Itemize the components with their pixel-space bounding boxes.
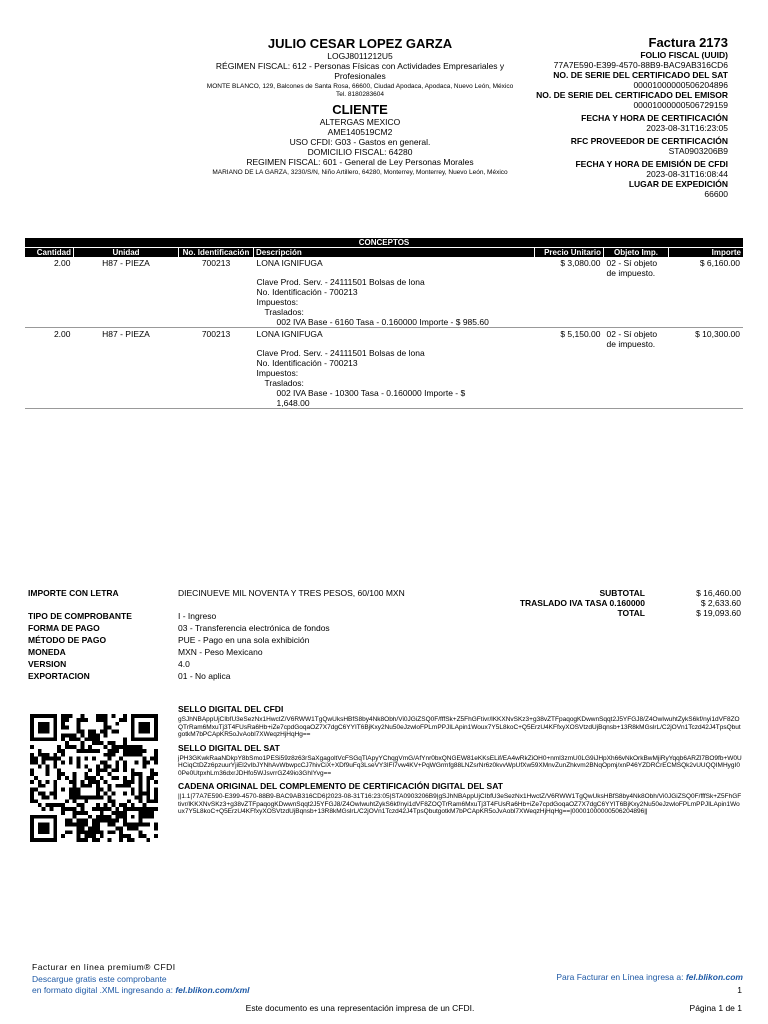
table-row [25,257,743,328]
cfdi-seal-text: gSJhNBAppUjCIbfU3eSezNx1HwctZ/V6RWW1TgQwUksHBfS8by4Nk8Obh/Vi0JGiZSQ0F/fffSk+Z5FhGFtivr/lKKXNvSKz3+g38vZTFpaqogKDwwnSqqt2J5YFGJ8/Z4OwIwuhtZykS6kf/nyi1dVF8ZOQTrRam6MxuTj3T4FUsRa6Hb+iZe7cpdGoqaOZ7X7dgC6YYIT6BjKxy2Nu50eJzwloFPLmPPJILApin1Woux7Y5L8koC+Q5ErzU4KFfxyXOSVtzdUjBqnsb+13R8kMGslrL/C2jOVn1Tczd42J4TpsQbutgotkM7bPCApKR5oJvAobl7XWeqzHjHqHg== [178,716,741,738]
place-value: 66600 [704,189,728,199]
footer-download-text: en formato digital .XML ingresando a: [32,985,176,995]
cell-amount: $ 6,160.00 [669,257,744,328]
version-value: 4.0 [178,659,190,669]
footer-download-line1: Descargue gratis este comprobante [32,974,167,984]
concepts-caption: CONCEPTOS [25,238,743,248]
cell-price: $ 3,080.00 [535,257,604,328]
export-label: EXPORTACION [28,671,90,681]
client-rfc: AME140519CM2 [327,127,393,137]
sat-seal-text: jPH3GKwkRaaNDkpY8bSmo1PESi59z8z63rSaXgagoltVcFSGqTlApyYChqgVmG/AfYnr0bxQNGEW81eKKsELif/EA4wRkZiOH0+nml3zmU0LG9iJHpXh66vNkOrkBwMjiRyYqqb6ARZl7BO9fb+W0UHCiqCtDZz6pzuurYjiEl2vIbJYNhAvWbwpcCJ7hivCiX+XDf9uFq3LseVY3IFl7vw4KV+PqWGrmfg88LNZsrNr6z0kvvWpUfXw59XMnvZunZhkvm2BNqOpmj/xnP46YZDRCrECMSQk2vUUQQIMHygI00Pe0UtpxhLm36dxrJDHfo5WJsvrrGZ49io3GhIYvg== [178,754,742,777]
desc-ident: No. Identificación - 700213 [256,287,358,297]
client-name: ALTERGAS MEXICO [319,117,401,127]
cell-amount: $ 10,300.00 [669,328,744,409]
col-header-desc: Descripción [254,248,535,258]
amount-words-label: IMPORTE CON LETRA [28,588,119,598]
cell-id: 700213 [179,257,254,328]
desc-title: LONA IGNIFUGA [256,258,323,268]
details-labels [28,610,132,682]
cert-date-label: FECHA Y HORA DE CERTIFICACIÓN [581,113,728,123]
emission-date-label: FECHA Y HORA DE EMISIÓN DE CFDI [575,159,728,169]
rfc-provider-value: STA0903206B9 [668,146,728,156]
cell-description [254,328,535,409]
export-value: 01 - No aplica [178,671,231,681]
cell-id: 700213 [179,328,254,409]
chain-label: CADENA ORIGINAL DEL COMPLEMENTO DE CERTIFICACIÓN DIGITAL DEL SAT [178,781,503,791]
issuer-regime: RÉGIMEN FISCAL: 612 - Personas Físicas con Actividades Empresariales y Profesionales [215,61,505,81]
desc-tax-line: 002 IVA Base - 6160 Tasa - 0.160000 Importe - $ 985.60 [276,317,489,327]
currency-label: MONEDA [28,647,66,657]
cell-unit: H87 - PIEZA [74,328,179,409]
issuer-cert-label: NO. DE SERIE DEL CERTIFICADO DEL EMISOR [536,90,728,100]
iva-value: $ 2,633.60 [700,598,741,608]
footer-page-number: 1 [737,985,742,995]
client-title: CLIENTE [332,102,388,117]
desc-prod: Clave Prod. Serv. - 24111501 Bolsas de lona [256,277,425,287]
issuer-rfc: LOGJ8011212U5 [327,51,393,61]
col-header-qty: Cantidad [25,248,74,258]
cell-obj: 02 - Sí objeto de impuesto. [604,257,669,328]
issuer-name: JULIO CESAR LOPEZ GARZA [267,36,453,51]
client-fiscal-domicile: DOMICILIO FISCAL: 64280 [307,147,413,157]
concepts-table [25,238,743,409]
sat-cert-value: 00001000000506204896 [633,80,728,90]
desc-taxes: Impuestos: [256,297,299,307]
version-label: VERSION [28,659,67,669]
folio-value: 77A7E590-E399-4570-88B9-BAC9AB316CD6 [553,60,728,70]
type-value: I - Ingreso [178,611,217,621]
footer-right-text: Para Facturar en Línea ingresa a: [556,972,686,982]
col-header-id: No. Identificación [179,248,254,258]
total-value: $ 19,093.60 [696,608,741,618]
cert-date-value: 2023-08-31T16:23:05 [646,123,728,133]
desc-tax-line: 002 IVA Base - 10300 Tasa - 0.160000 Importe - $ 1,648.00 [276,388,466,408]
footer-page-of: Página 1 de 1 [689,1003,742,1013]
payment-method-label: MÉTODO DE PAGO [28,635,107,645]
emission-date-value: 2023-08-31T16:08:44 [646,169,728,179]
footer-right [480,972,743,982]
footer-download-link[interactable]: fel.blikon.com/xml [175,985,250,995]
client-address: MARIANO DE LA GARZA, 3230/S/N, Niño Artillero, 64280, Monterrey, Monterrey, Nuevo León, México [212,169,508,176]
col-header-obj: Objeto Imp. [604,248,669,258]
cell-qty: 2.00 [25,328,74,409]
client-cfdi-use: USO CFDI: G03 - Gastos en general. [289,137,431,147]
payment-form-label: FORMA DE PAGO [28,623,100,633]
payment-form-value: 03 - Transferencia electrónica de fondos [178,623,330,633]
issuer-address: MONTE BLANCO, 129, Balcones de Santa Rosa, 66600, Ciudad Apodaca, Apodaca, Nuevo León, México [206,83,514,90]
totals-labels [480,588,645,618]
cfdi-seal-label: SELLO DIGITAL DEL CFDI [178,704,284,714]
issuer-phone: Tel. 8180283604 [335,91,385,98]
desc-ident: No. Identificación - 700213 [256,358,358,368]
desc-taxes: Impuestos: [256,368,299,378]
col-header-unit: Unidad [74,248,179,258]
desc-title: LONA IGNIFUGA [256,329,323,339]
cell-qty: 2.00 [25,257,74,328]
amount-words: DIECINUEVE MIL NOVENTA Y TRES PESOS, 60/100 MXN [178,588,405,598]
cell-description [254,257,535,328]
iva-label: TRASLADO IVA TASA 0.160000 [519,598,645,608]
desc-transfers: Traslados: [264,307,304,317]
place-label: LUGAR DE EXPEDICIÓN [628,179,728,189]
subtotal-label: SUBTOTAL [599,588,645,598]
col-header-price: Precio Unitario [535,248,604,258]
footer-download-line2 [32,985,249,995]
cell-obj: 02 - Sí objeto de impuesto. [604,328,669,409]
invoice-title: Factura 2173 [648,35,728,50]
concepts-header-row [25,248,743,258]
desc-prod: Clave Prod. Serv. - 24111501 Bolsas de lona [256,348,425,358]
folio-label: FOLIO FISCAL (UUID) [640,50,728,60]
cell-unit: H87 - PIEZA [74,257,179,328]
invoice-block [500,36,728,199]
client-regime: REGIMEN FISCAL: 601 - General de Ley Personas Morales [246,157,474,167]
chain-text: ||1.1|77A7E590-E399-4570-88B9-BAC9AB316CD6|2023-08-31T16:23:05|STA0903206B9|gSJhNBAppUjCIbfU3eSezNx1HwctZ/V6RWW1TgQwUksHBfS8by4Nk8Obh/Vi0JGiZSQ0F/fffSk+Z5FhGFtivr/lKKXNvSKz3+g38vZTFpaqogKDwwnSqqt2J5YFGJ8/Z4OwIwuhtZykS6kf/nyi1dVF8ZOQTrRam6MxuTj3T4FUsRa6Hb+iZe7cpdGoqaOZ7X7dgC6YYIT6BjKxy2Nu50eJzwloFPLmPPJILApin1Woux7Y5L8koC+Q5ErzU4KFfxyXOSVtzdUjBqnsb+13R8kMGslrL/C2jOVn1Tczd42J4TpsQbutgotkM7bPCApKR5oJvAobl7XWeqzHjHqHg==|00001000000506204896|| [178,793,742,815]
subtotal-value: $ 16,460.00 [696,588,741,598]
total-label: TOTAL [617,608,645,618]
footer-disclaimer: Este documento es una representación impresa de un CFDI. [245,1003,475,1013]
payment-method-value: PUE - Pago en una sola exhibición [178,635,310,645]
desc-transfers: Traslados: [264,378,304,388]
cell-price: $ 5,150.00 [535,328,604,409]
currency-value: MXN - Peso Mexicano [178,647,263,657]
sat-cert-label: NO. DE SERIE DEL CERTIFICADO DEL SAT [553,70,728,80]
sat-seal-label: SELLO DIGITAL DEL SAT [178,742,280,753]
type-label: TIPO DE COMPROBANTE [28,611,132,621]
qr-code [30,714,158,842]
table-row [25,328,743,409]
footer-brand: Facturar en línea premium® CFDI [32,962,176,972]
seals-block [178,704,743,816]
issuer-cert-value: 00001000000506729159 [633,100,728,110]
rfc-provider-label: RFC PROVEEDOR DE CERTIFICACIÓN [570,136,728,146]
details-values [178,610,330,682]
footer-right-link[interactable]: fel.blikon.com [685,972,743,982]
totals-values [650,588,741,618]
col-header-amount: Importe [669,248,744,258]
